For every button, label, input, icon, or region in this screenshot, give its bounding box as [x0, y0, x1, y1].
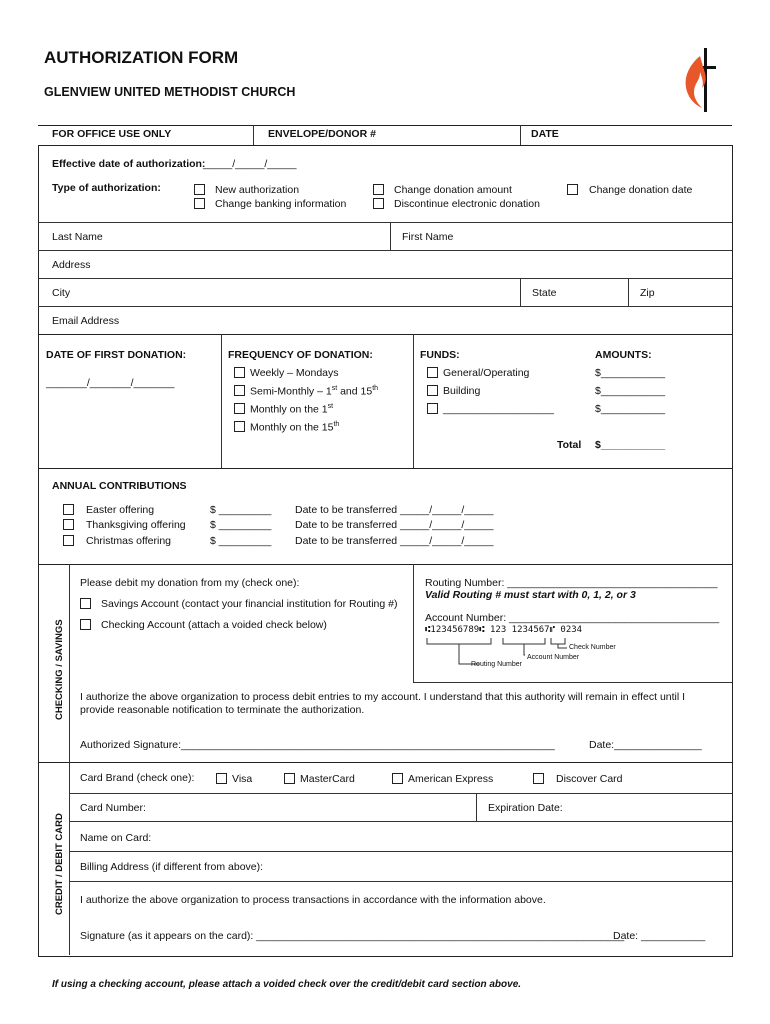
amount-general-blank[interactable]: $___________ [595, 367, 666, 379]
checking-checkbox[interactable] [80, 619, 91, 630]
change-date-label: Change donation date [589, 184, 693, 196]
checking-savings-side-label: CHECKING / SAVINGS [54, 619, 65, 720]
micr-line: ⑆123456789⑆ 123 1234567⑈ 0234 [425, 625, 583, 635]
last-name-field[interactable]: Last Name [52, 231, 103, 243]
row-rule [69, 881, 732, 882]
total-label: Total [557, 439, 582, 451]
monthly-15th-checkbox[interactable] [234, 421, 245, 432]
fund-general-checkbox[interactable] [427, 367, 438, 378]
amount-other-blank[interactable]: $___________ [595, 403, 666, 415]
mastercard-checkbox[interactable] [284, 773, 295, 784]
office-divider [520, 125, 521, 145]
address-field[interactable]: Address [52, 259, 91, 271]
account-number-caption: Account Number [527, 654, 580, 661]
check-number-caption: Check Number [569, 644, 616, 651]
easter-label: Easter offering [86, 504, 155, 516]
thanksgiving-label: Thanksgiving offering [86, 519, 186, 531]
zip-field[interactable]: Zip [640, 287, 655, 299]
discover-label: Discover Card [556, 773, 623, 785]
first-donation-date-blank[interactable]: _______/_______/_______ [46, 377, 175, 389]
row-divider [520, 278, 521, 306]
row-rule [38, 250, 732, 251]
card-signature-field[interactable]: Signature (as it appears on the card): _______________________________________________________________ [80, 930, 625, 942]
city-field[interactable]: City [52, 287, 71, 299]
effective-date-label: Effective date of authorization: [52, 158, 206, 170]
visa-label: Visa [232, 773, 253, 785]
mastercard-label: MasterCard [300, 773, 355, 785]
authorized-signature-field[interactable]: Authorized Signature:________________________________________________________________ [80, 739, 555, 751]
amount-building-blank[interactable]: $___________ [595, 385, 666, 397]
change-amount-checkbox[interactable] [373, 184, 384, 195]
billing-address-field[interactable]: Billing Address (if different from above): [80, 861, 264, 873]
change-banking-checkbox[interactable] [194, 198, 205, 209]
fund-other-blank[interactable]: ___________________ [443, 403, 554, 415]
christmas-amount-blank[interactable]: $ _________ [210, 535, 272, 547]
funds-label: FUNDS: [420, 349, 460, 361]
row-rule [69, 821, 732, 822]
christmas-checkbox[interactable] [63, 535, 74, 546]
frequency-label: FREQUENCY OF DONATION: [228, 349, 373, 361]
visa-checkbox[interactable] [216, 773, 227, 784]
expiration-date-field[interactable]: Expiration Date: [488, 802, 563, 814]
semi-monthly-label: Semi-Monthly – 1st and 15th [250, 385, 379, 398]
amex-label: American Express [408, 773, 494, 785]
card-number-field[interactable]: Card Number: [80, 802, 146, 814]
monthly-1st-label: Monthly on the 1st [250, 403, 334, 416]
savings-label: Savings Account (contact your financial institution for Routing #) [101, 598, 398, 610]
annual-contributions-label: ANNUAL CONTRIBUTIONS [52, 480, 187, 492]
col-divider [221, 334, 222, 468]
routing-number-field[interactable]: Routing Number: ____________________________________ [425, 577, 718, 589]
total-amount-blank[interactable]: $___________ [595, 439, 666, 451]
discontinue-checkbox[interactable] [373, 198, 384, 209]
office-use-label: FOR OFFICE USE ONLY [52, 128, 172, 140]
side-label-divider [69, 564, 70, 762]
side-label-divider [69, 762, 70, 955]
change-amount-label: Change donation amount [394, 184, 512, 196]
row-divider [628, 278, 629, 306]
routing-number-caption: Routing Number [471, 661, 522, 668]
change-date-checkbox[interactable] [567, 184, 578, 195]
cross-flame-logo [680, 48, 722, 114]
semi-monthly-checkbox[interactable] [234, 385, 245, 396]
envelope-donor-label: ENVELOPE/DONOR # [268, 128, 376, 140]
discontinue-label: Discontinue electronic donation [394, 198, 540, 210]
monthly-1st-checkbox[interactable] [234, 403, 245, 414]
christmas-label: Christmas offering [86, 535, 172, 547]
first-name-field[interactable]: First Name [402, 231, 454, 243]
routing-note: Valid Routing # must start with 0, 1, 2, or 3 [425, 589, 636, 601]
amex-checkbox[interactable] [392, 773, 403, 784]
section-rule [38, 468, 732, 469]
row-rule [69, 793, 732, 794]
first-donation-label: DATE OF FIRST DONATION: [46, 349, 187, 361]
section-rule [38, 762, 732, 763]
name-on-card-field[interactable]: Name on Card: [80, 832, 152, 844]
effective-date-blank[interactable]: _____/_____/_____ [203, 158, 297, 170]
fund-building-label: Building [443, 385, 481, 397]
fund-other-checkbox[interactable] [427, 403, 438, 414]
amounts-label: AMOUNTS: [595, 349, 652, 361]
type-of-authorization-label: Type of authorization: [52, 182, 161, 194]
check-diagram-brackets [425, 636, 625, 668]
form-title: AUTHORIZATION FORM [44, 48, 239, 67]
row-rule [38, 306, 732, 307]
easter-transfer-date[interactable]: Date to be transferred _____/_____/_____ [295, 504, 494, 516]
savings-checkbox[interactable] [80, 598, 91, 609]
account-number-field[interactable]: Account Number: ____________________________________ [425, 612, 720, 624]
fund-building-checkbox[interactable] [427, 385, 438, 396]
office-top-rule [38, 125, 732, 126]
row-rule [38, 222, 732, 223]
checking-date-field[interactable]: Date:_______________ [589, 739, 702, 751]
card-authorization-text: I authorize the above organization to process transactions in accordance with the information above. [80, 894, 546, 906]
row-rule [69, 851, 732, 852]
weekly-checkbox[interactable] [234, 367, 245, 378]
monthly-15th-label: Monthly on the 15th [250, 421, 340, 434]
christmas-transfer-date[interactable]: Date to be transferred _____/_____/_____ [295, 535, 494, 547]
credit-debit-side-label: CREDIT / DEBIT CARD [54, 813, 65, 915]
card-brand-label: Card Brand (check one): [80, 772, 195, 784]
office-divider [253, 125, 254, 145]
fund-general-label: General/Operating [443, 367, 530, 379]
easter-checkbox[interactable] [63, 504, 74, 515]
new-authorization-checkbox[interactable] [194, 184, 205, 195]
debit-authorization-text: I authorize the above organization to process debit entries to my account. I understand that this authority will remain in effect until I provide reasonable notification to terminate the authorization. [80, 691, 686, 716]
checking-label: Checking Account (attach a voided check below) [101, 619, 327, 631]
easter-amount-blank[interactable]: $ _________ [210, 504, 272, 516]
church-name: GLENVIEW UNITED METHODIST CHURCH [44, 85, 296, 99]
discover-checkbox[interactable] [533, 773, 544, 784]
row-divider [390, 222, 391, 250]
email-field[interactable]: Email Address [52, 315, 120, 327]
col-divider [413, 334, 414, 468]
footer-note: If using a checking account, please attach a voided check over the credit/debit card section above. [52, 979, 522, 990]
section-rule [38, 334, 732, 335]
debit-prompt: Please debit my donation from my (check one): [80, 577, 300, 589]
row-divider [476, 793, 477, 821]
change-banking-label: Change banking information [215, 198, 347, 210]
new-authorization-label: New authorization [215, 184, 300, 196]
weekly-label: Weekly – Mondays [250, 367, 339, 379]
state-field[interactable]: State [532, 287, 557, 299]
office-date-label: DATE [531, 128, 559, 140]
thanksgiving-amount-blank[interactable]: $ _________ [210, 519, 272, 531]
thanksgiving-transfer-date[interactable]: Date to be transferred _____/_____/_____ [295, 519, 494, 531]
thanksgiving-checkbox[interactable] [63, 519, 74, 530]
card-date-field[interactable]: Date: ___________ [613, 930, 706, 942]
